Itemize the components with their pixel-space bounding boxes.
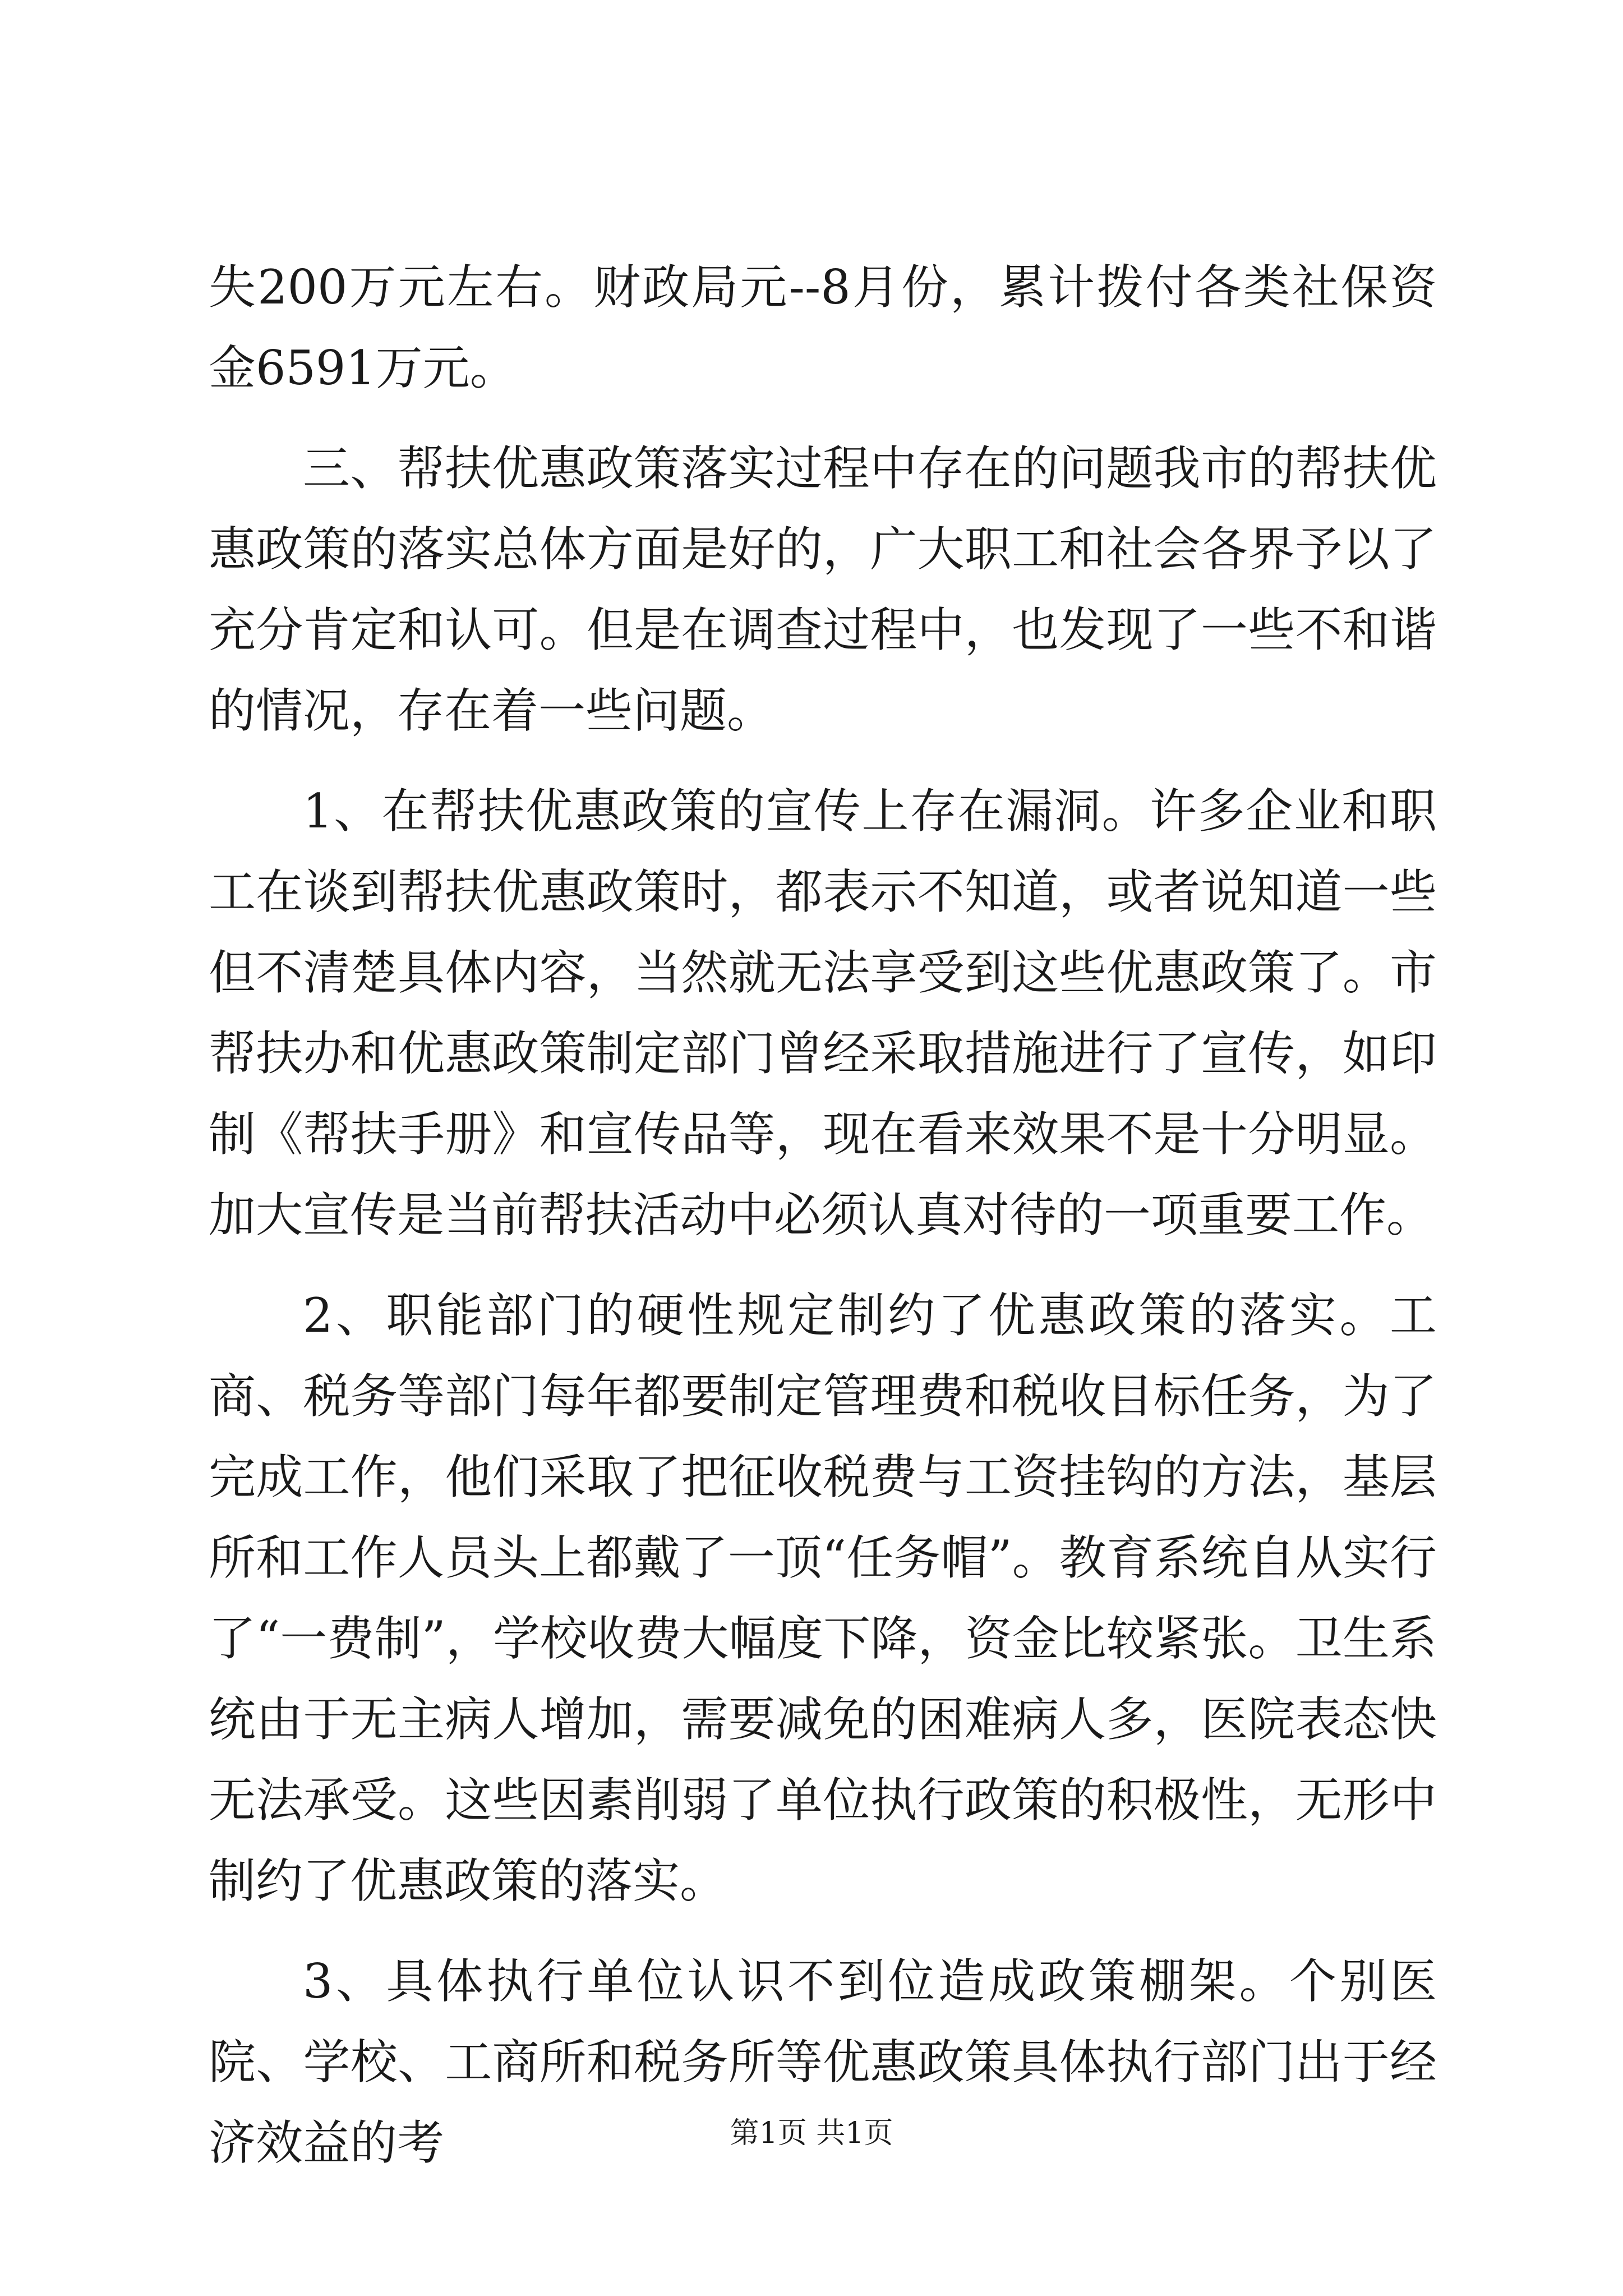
page-footer: 第1页 共1页 [730,2116,893,2150]
paragraph-item-three: 3、具体执行单位认识不到位造成政策棚架。个别医院、学校、工商所和税务所等优惠政策具体执行部门出于经济效益的考 [209,1954,1437,2170]
paragraph-section-three: 三、帮扶优惠政策落实过程中存在的问题我市的帮扶优惠政策的落实总体方面是好的，广大职工和社会各界予以了充分肯定和认可。但是在调查过程中，也发现了一些不和谐的情况，存在着一些问题。 [209,441,1437,738]
paragraph-continuation: 失200万元左右。财政局元--8月份，累计拨付各类社保资金6591万元。 [209,260,1437,395]
paragraph-item-one: 1、在帮扶优惠政策的宣传上存在漏洞。许多企业和职工在谈到帮扶优惠政策时，都表示不知道，或者说知道一些但不清楚具体内容，当然就无法享受到这些优惠政策了。市帮扶办和优惠政策制定部门曾经采取措施进行了宣传，如印制《帮扶手册》和宣传品等，现在看来效果不是十分明显。加大宣传是当前帮扶活动中必须认真对待的一项重要工作。 [209,784,1437,1243]
document-body [209,247,1437,2203]
paragraph-item-two: 2、职能部门的硬性规定制约了优惠政策的落实。工商、税务等部门每年都要制定管理费和税收目标任务，为了完成工作，他们采取了把征收税费与工资挂钩的方法，基层所和工作人员头上都戴了一顶“任务帽”。教育系统自从实行了“一费制”，学校收费大幅度下降，资金比较紧张。卫生系统由于无主病人增加，需要减免的困难病人多，医院表态快无法承受。这些因素削弱了单位执行政策的积极性，无形中制约了优惠政策的落实。 [209,1288,1437,1908]
